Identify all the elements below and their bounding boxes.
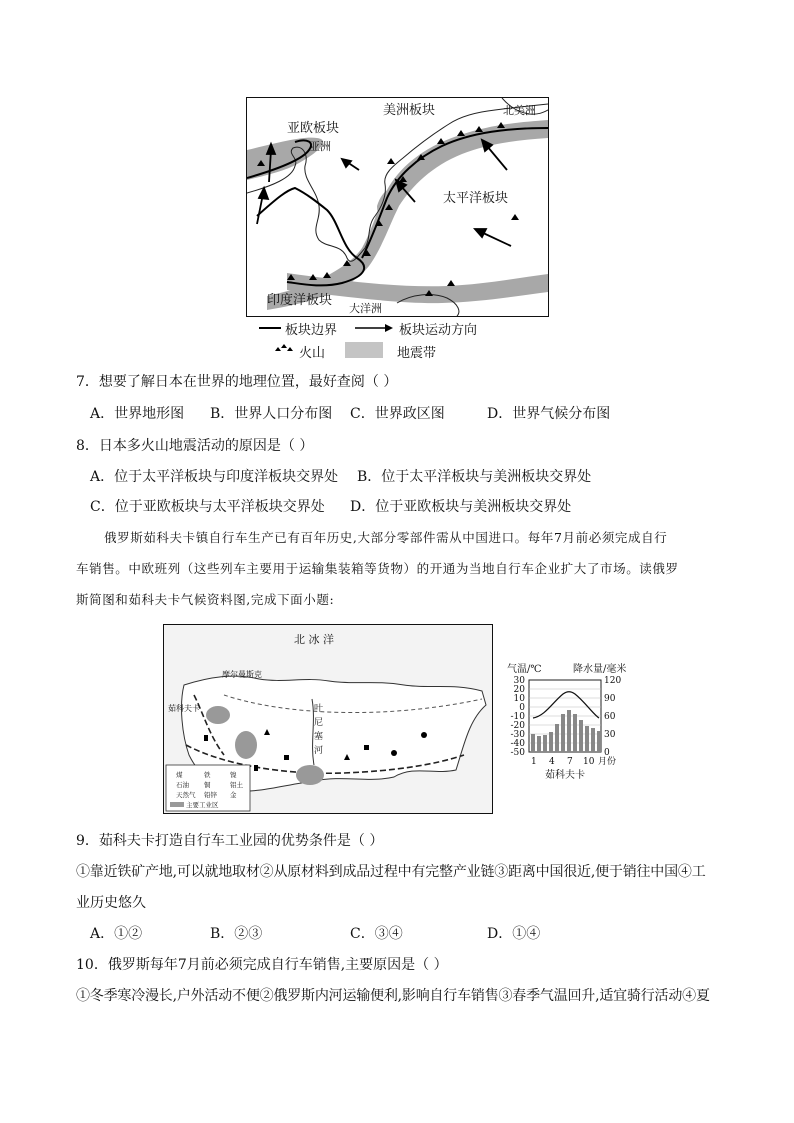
legend-boundary: 板块边界 [285, 323, 338, 338]
q7-stem: 7．想要了解日本在世界的地理位置，最好查阅（ ） [76, 374, 398, 390]
tick-right-30: 30 [604, 730, 616, 740]
q9-option-d[interactable]: D．①④ [487, 926, 541, 942]
legend-iron: 铁 [204, 771, 211, 779]
plate-map [246, 97, 549, 317]
tick-right-60: 60 [604, 712, 616, 722]
tick-left-m30: -30 [510, 730, 525, 740]
tick-left-m40: -40 [510, 739, 525, 749]
legend-copper: 铜 [204, 781, 211, 789]
q10-stem: 10．俄罗斯每年7月前必须完成自行车销售,主要原因是（ ） [76, 957, 448, 973]
q7-option-d[interactable]: D．世界气候分布图 [487, 406, 611, 422]
passage-line-2: 车销售。中欧班列（这些列车主要用于运输集装箱等货物）的开通为当地自行车企业扩大了市场。读俄罗 [76, 561, 679, 576]
legend-oil: 石油 [176, 781, 189, 789]
climate-temp-label: 气温/℃ [507, 664, 542, 675]
label-eurasia-plate: 亚欧板块 [287, 121, 340, 136]
q10-statements-line-1: ①冬季寒冷漫长,户外活动不便②俄罗斯内河运输便利,影响自行车销售③春季气温回升,适宜骑行活动④夏 [76, 988, 710, 1004]
legend-coal: 煤 [176, 771, 183, 779]
passage-line-1: 俄罗斯茹科夫卡镇自行车生产已有百年历史,大部分零部件需从中国进口。每年7月前必须完成自行 [104, 530, 668, 545]
label-yenisei-1: 叶 [314, 704, 324, 714]
label-zhukovka: 茹科夫卡 [168, 704, 200, 713]
climate-precip-label: 降水量/毫米 [573, 664, 627, 675]
tick-left-30: 30 [513, 676, 525, 686]
label-oceania: 大洋洲 [349, 302, 382, 315]
tick-left-10: 10 [513, 694, 525, 704]
q9-option-b[interactable]: B．②③ [210, 926, 263, 942]
climate-axes [505, 674, 635, 766]
q9-statements-line-2: 业历史悠久 [76, 895, 146, 911]
tick-right-90: 90 [604, 694, 616, 704]
climate-chart [505, 660, 635, 782]
russia-map [163, 624, 493, 814]
label-murmansk: 摩尔曼斯克 [222, 670, 262, 679]
tick-x-7: 7 [567, 757, 573, 766]
industrial-zone-2 [235, 731, 257, 759]
legend-gold: 金 [230, 791, 237, 799]
q8-option-b[interactable]: B．位于太平洋板块与美洲板块交界处 [357, 469, 592, 485]
tick-x-month: 月份 [598, 757, 617, 766]
plate-map-legend [257, 318, 517, 362]
legend-gas: 天然气 [176, 791, 196, 799]
tick-left-0: 0 [519, 703, 525, 713]
plate-map-drawing [247, 98, 548, 316]
legend-bauxite: 铝土 [230, 781, 243, 789]
q7-option-c[interactable]: C．世界政区图 [350, 406, 445, 422]
label-indian-plate: 印度洋板块 [267, 293, 333, 308]
tick-left-m10: -10 [510, 712, 525, 722]
q9-option-c[interactable]: C．③④ [350, 926, 403, 942]
tick-x-4: 4 [549, 757, 555, 766]
legend-industrial-zone: 主要工业区 [186, 801, 219, 809]
tick-left-20: 20 [513, 685, 525, 695]
industrial-zone-3 [296, 765, 324, 785]
industrial-zone-1 [206, 706, 230, 724]
legend-quake-belt: 地震带 [397, 346, 437, 361]
legend-lead-zinc: 铅锌 [204, 791, 217, 799]
q8-option-d[interactable]: D．位于亚欧板块与美洲板块交界处 [350, 499, 572, 515]
q9-stem: 9．茹科夫卡打造自行车工业园的优势条件是（ ） [76, 833, 384, 849]
label-north-america: 北美洲 [503, 104, 536, 117]
tick-left-m50: -50 [510, 748, 525, 758]
legend-volcano: 火山 [299, 346, 326, 361]
tick-x-1: 1 [531, 757, 537, 766]
label-pacific-plate: 太平洋板块 [443, 191, 509, 206]
tick-right-0: 0 [604, 748, 610, 758]
q7-option-b[interactable]: B．世界人口分布图 [210, 406, 333, 422]
passage-line-3: 斯简图和茹科夫卡气候资料图,完成下面小题: [76, 592, 335, 607]
label-asia: 亚洲 [309, 140, 331, 153]
tick-x-10: 10 [583, 757, 595, 766]
q8-option-a[interactable]: A．位于太平洋板块与印度洋板块交界处 [90, 469, 339, 485]
q8-option-c[interactable]: C．位于亚欧板块与太平洋板块交界处 [90, 499, 325, 515]
q7-option-a[interactable]: A．世界地形图 [90, 406, 185, 422]
label-yenisei-3: 塞 [314, 732, 324, 742]
label-yenisei-4: 河 [314, 746, 324, 756]
label-arctic-ocean: 北 冰 洋 [294, 633, 334, 646]
legend-direction: 板块运动方向 [399, 323, 478, 338]
q8-stem: 8．日本多火山地震活动的原因是（ ） [76, 438, 314, 454]
russia-map-drawing [164, 625, 492, 813]
label-america-plate: 美洲板块 [383, 103, 436, 118]
q9-option-a[interactable]: A．①② [90, 926, 143, 942]
tick-right-120: 120 [604, 676, 622, 686]
climate-place: 茹科夫卡 [545, 770, 585, 781]
tick-left-m20: -20 [510, 721, 525, 731]
label-yenisei-2: 尼 [314, 718, 324, 728]
legend-nickel: 镍 [230, 771, 237, 779]
q9-statements-line-1: ①靠近铁矿产地,可以就地取材②从原材料到成品过程中有完整产业链③距离中国很近,便于销往中国④工 [76, 864, 706, 880]
